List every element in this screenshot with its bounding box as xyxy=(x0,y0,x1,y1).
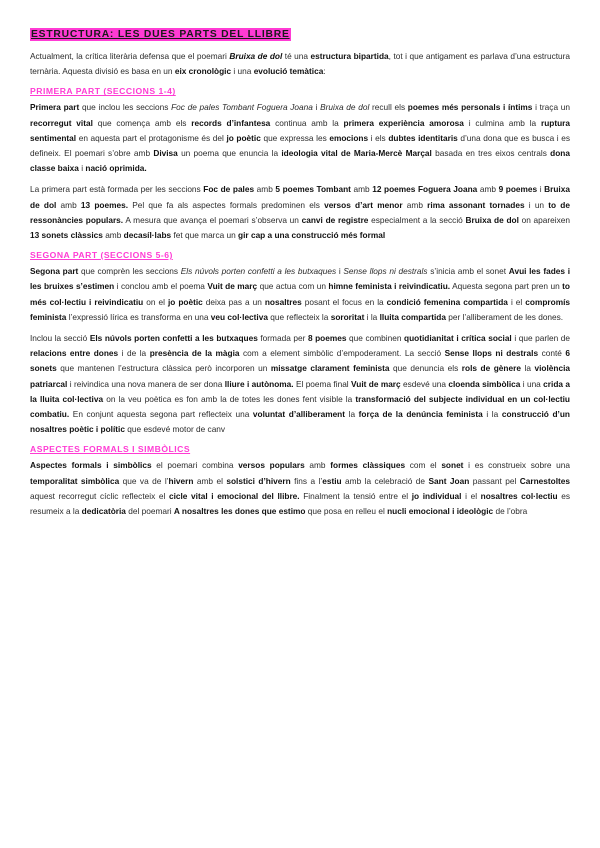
emphasis-text: força de la denúncia feminista xyxy=(358,409,483,420)
text-run: amb xyxy=(402,199,428,210)
emphasis-text: nucli emocional i ideològic xyxy=(387,506,494,517)
text-run: i el xyxy=(507,296,526,307)
text-run: s’inicia amb el sonet xyxy=(427,266,509,277)
text-run: i un xyxy=(524,199,549,210)
emphasis-text: Bruixa de dol xyxy=(320,102,370,113)
text-run: que combinen xyxy=(346,333,404,344)
emphasis-text: ideologia vital de Maria-Mercè Marçal xyxy=(281,148,432,159)
text-run: i es construeix sobre una xyxy=(463,460,570,471)
primera-part-paragraph-1 xyxy=(30,100,570,176)
text-run: la xyxy=(520,363,535,374)
emphasis-text: sonet xyxy=(441,460,464,471)
text-run: aquest recorregut cíclic reflecteix el xyxy=(30,490,169,501)
emphasis-text: dona classe baixa xyxy=(30,148,570,174)
section-heading-primera-part: PRIMERA PART (SECCIONS 1-4) xyxy=(30,86,176,97)
text-run: i xyxy=(78,163,86,174)
text-run: que mantenen l’estructura clàssica però incorporen un xyxy=(56,363,271,374)
emphasis-text: 6 sonets xyxy=(30,348,570,374)
text-run: es resumeix a la xyxy=(30,490,570,517)
emphasis-text: construcció d’un nosaltres poètic i polític xyxy=(30,409,570,435)
emphasis-text: A nosaltres les dones que estimo xyxy=(173,506,306,517)
emphasis-text: formes clàssiques xyxy=(330,460,406,471)
emphasis-text: lluita compartida xyxy=(379,311,446,322)
primera-part-paragraph-2 xyxy=(30,182,570,243)
emphasis-text: temporalitat simbòlica xyxy=(30,475,120,486)
emphasis-text: 12 poemes Foguera Joana xyxy=(372,184,478,195)
emphasis-text: relacions entre dones xyxy=(30,348,119,359)
emphasis-text: 8 poemes xyxy=(307,333,347,344)
emphasis-text: Aspectes formals i simbòlics xyxy=(30,460,152,471)
emphasis-text: decasíl·labs xyxy=(123,230,172,241)
text-run: amb xyxy=(102,230,124,241)
text-run: amb xyxy=(56,199,81,210)
aspectes-formals-paragraph xyxy=(30,458,570,519)
text-run: l’expressió lírica es transforma en una xyxy=(66,311,211,322)
text-run: com el xyxy=(405,460,442,471)
text-run: fet que marca un xyxy=(171,230,239,241)
section-heading-aspectes-formals: ASPECTES FORMALS I SIMBÒLICS xyxy=(30,444,191,455)
emphasis-text: gir cap a una construcció més formal xyxy=(238,230,386,241)
text-run: amb xyxy=(304,460,331,471)
text-run: continua amb la xyxy=(270,117,344,128)
emphasis-text: dubtes identitaris xyxy=(388,132,458,143)
emphasis-text: to més col·lectiu i reivindicatiu xyxy=(30,281,571,307)
emphasis-text: rols de gènere xyxy=(461,363,521,374)
text-run: que reflecteix la xyxy=(267,311,331,322)
emphasis-text: cloenda simbòlica xyxy=(448,378,521,389)
emphasis-text: violència patriarcal xyxy=(30,363,570,389)
text-run: conté xyxy=(538,348,566,359)
emphasis-text: nació oprimida. xyxy=(85,163,147,174)
emphasis-text: Foc de pales xyxy=(203,184,255,195)
intro-paragraph xyxy=(30,49,570,79)
emphasis-text: quotidianitat i crítica social xyxy=(404,333,512,344)
text-run: un poema que enuncia la xyxy=(177,148,282,159)
emphasis-text: 13 sonets clàssics xyxy=(30,230,103,241)
emphasis-text: Sant Joan xyxy=(428,475,470,486)
text-run: en aquesta part el protagonisme és del xyxy=(76,132,227,143)
emphasis-text: primera experiència amorosa xyxy=(343,117,464,128)
text-run: i culmina amb la xyxy=(463,117,541,128)
text-run: que va de l’ xyxy=(119,475,169,486)
text-run: com a element simbòlic d’empoderament. La secció xyxy=(239,348,445,359)
text-run: i que parlen de xyxy=(511,333,570,344)
text-run: que inclou les seccions xyxy=(79,102,172,113)
emphasis-text: presència de la màgia xyxy=(149,348,240,359)
text-run: La primera part està formada per les seccions xyxy=(30,184,204,195)
emphasis-text: Els núvols porten confetti a les butxaques xyxy=(180,266,337,277)
emphasis-text: 9 poemes xyxy=(498,184,538,195)
text-run: que actua com un xyxy=(257,281,329,292)
text-run: fins a l’ xyxy=(290,475,323,486)
text-run: amb xyxy=(477,184,499,195)
text-run: on apareixen xyxy=(518,214,570,225)
emphasis-text: compromís feminista xyxy=(30,296,570,322)
text-run: , tot i que antigament es parlava d’una estructura ternària. Aquesta divisió es basa en un xyxy=(30,51,571,77)
text-run: formada per xyxy=(257,333,308,344)
emphasis-text: versos d’art menor xyxy=(324,199,403,210)
emphasis-text: hivern xyxy=(168,475,194,486)
text-run: i la xyxy=(482,409,502,420)
text-run: que comprèn les seccions xyxy=(78,266,181,277)
text-run: i conclou amb el poema xyxy=(114,281,208,292)
text-run: Inclou la secció xyxy=(30,333,90,344)
text-run: i traça un xyxy=(532,102,570,113)
emphasis-text: Primera part xyxy=(30,102,80,113)
emphasis-text: ruptura sentimental xyxy=(30,117,571,143)
text-run: i xyxy=(312,102,321,113)
text-run: Actualment, la crítica literària defensa que el poemari xyxy=(30,51,230,61)
emphasis-text: Bruixa de dol xyxy=(30,184,570,210)
text-run: i una xyxy=(231,66,254,77)
text-run: que posa en relleu el xyxy=(305,506,388,517)
emphasis-text: Foc de pales Tombant Foguera Joana xyxy=(171,102,313,113)
text-run: i de la xyxy=(118,348,150,359)
text-run: i una xyxy=(520,378,544,389)
emphasis-text: canvi de registre xyxy=(301,214,369,225)
emphasis-text: Segona part xyxy=(30,266,79,277)
page-title: ESTRUCTURA: LES DUES PARTS DEL LLIBRE xyxy=(31,29,290,40)
emphasis-text: Avui les fades i les bruixes s’estimen xyxy=(30,266,570,292)
emphasis-text: himne feminista i reivindicatiu. xyxy=(328,281,451,292)
text-run: i el xyxy=(461,490,481,501)
text-run: En conjunt aquesta segona part reflecteix una xyxy=(69,409,253,420)
text-run: especialment a la secció xyxy=(368,214,466,225)
emphasis-text: solstici d’hivern xyxy=(226,475,291,486)
text-run: amb xyxy=(254,184,276,195)
text-run: posant el focus en la xyxy=(301,296,387,307)
text-run: que denuncia els xyxy=(389,363,462,374)
text-run: El poema final xyxy=(293,378,352,389)
text-run: Aquesta segona part pren un xyxy=(450,281,563,292)
text-run: per l’alliberament de les dones. xyxy=(445,311,564,322)
text-run: amb la celebració de xyxy=(341,475,429,486)
emphasis-text: sororitat xyxy=(330,311,365,322)
emphasis-text: recorregut vital xyxy=(30,117,93,128)
text-run: deixa pas a un xyxy=(202,296,265,307)
text-run: que esdevé motor de canv xyxy=(124,424,226,435)
emphasis-text: 5 poemes Tombant xyxy=(275,184,351,195)
text-run: : xyxy=(323,66,326,77)
emphasis-text: Bruixa de dol xyxy=(465,214,519,225)
emphasis-text: 13 poemes. xyxy=(80,199,129,210)
text-run: de l’obra xyxy=(493,506,528,517)
emphasis-text: Vuit de març xyxy=(207,281,258,292)
emphasis-text: jo poètic xyxy=(167,296,203,307)
text-run: on la veu poètica es fon amb la de totes les dones fent visible la xyxy=(103,393,356,404)
text-run: té una xyxy=(282,51,311,61)
emphasis-text: missatge clarament feminista xyxy=(270,363,390,374)
text-run: Pel que fa als aspectes formals predominen els xyxy=(128,199,325,210)
emphasis-text: eix cronològic xyxy=(174,66,232,77)
emphasis-text: condició femenina compartida xyxy=(386,296,508,307)
emphasis-text: veu col·lectiva xyxy=(210,311,268,322)
emphasis-text: estructura bipartida xyxy=(310,51,389,61)
emphasis-text: voluntat d’alliberament xyxy=(252,409,346,420)
emphasis-text: Bruixa de dol xyxy=(229,51,283,61)
text-run: Finalment la tensió entre el xyxy=(299,490,412,501)
emphasis-text: transformació del subjecte individual en un col·lectiu combatiu. xyxy=(30,393,570,420)
segona-part-paragraph-2 xyxy=(30,331,570,437)
text-run: basada en tres eixos centrals xyxy=(431,148,551,159)
emphasis-text: rima assonant tornades xyxy=(427,199,525,210)
text-run: la xyxy=(345,409,359,420)
section-heading-segona-part: SEGONA PART (SECCIONS 5-6) xyxy=(30,250,173,261)
text-run: i reivindica una nova manera de ser dona xyxy=(67,378,225,389)
text-run: amb el xyxy=(193,475,227,486)
emphasis-text: lliure i autònoma. xyxy=(224,378,294,389)
emphasis-text: Sense llops ni destrals xyxy=(343,266,428,277)
segona-part-paragraph-1 xyxy=(30,264,570,325)
emphasis-text: Carnestoltes xyxy=(519,475,571,486)
emphasis-text: nosaltres xyxy=(264,296,302,307)
text-run: A mesura que avança el poemari s’observa un xyxy=(123,214,302,225)
text-run: i xyxy=(537,184,545,195)
emphasis-text: dedicatòria xyxy=(81,506,126,517)
emphasis-text: Divisa xyxy=(153,148,178,159)
emphasis-text: jo poètic xyxy=(226,132,261,143)
text-run: que comença amb els xyxy=(92,117,192,128)
text-run: del poemari xyxy=(125,506,174,517)
emphasis-text: crida a la lluita col·lectiva xyxy=(30,378,570,404)
text-run: i la xyxy=(364,311,380,322)
text-run: i xyxy=(336,266,344,277)
text-run: passant pel xyxy=(469,475,520,486)
emphasis-text: jo individual xyxy=(411,490,462,501)
emphasis-text: versos populars xyxy=(238,460,305,471)
emphasis-text: Sense llops ni destrals xyxy=(444,348,539,359)
text-run: recull els xyxy=(369,102,408,113)
emphasis-text: estiu xyxy=(322,475,342,486)
text-run: on el xyxy=(143,296,168,307)
text-run: amb xyxy=(350,184,373,195)
emphasis-text: to de ressonàncies populars. xyxy=(30,199,570,225)
emphasis-text: nosaltres col·lectiu xyxy=(480,490,558,501)
emphasis-text: evolució temàtica xyxy=(253,66,324,77)
text-run: i els xyxy=(368,132,389,143)
emphasis-text: Els núvols porten confetti a les butxaques xyxy=(89,333,258,344)
emphasis-text: cicle vital i emocional del llibre. xyxy=(168,490,300,501)
emphasis-text: records d’infantesa xyxy=(191,117,271,128)
emphasis-text: emocions xyxy=(329,132,369,143)
emphasis-text: Vuit de març xyxy=(351,378,401,389)
text-run: d’una dona que es busca i es defineix. El poemari s’obre amb xyxy=(30,132,570,159)
text-run: que expressa les xyxy=(260,132,330,143)
text-run: el poemari combina xyxy=(151,460,239,471)
emphasis-text: poemes més personals i íntims xyxy=(407,102,533,113)
text-run: esdevé una xyxy=(400,378,449,389)
